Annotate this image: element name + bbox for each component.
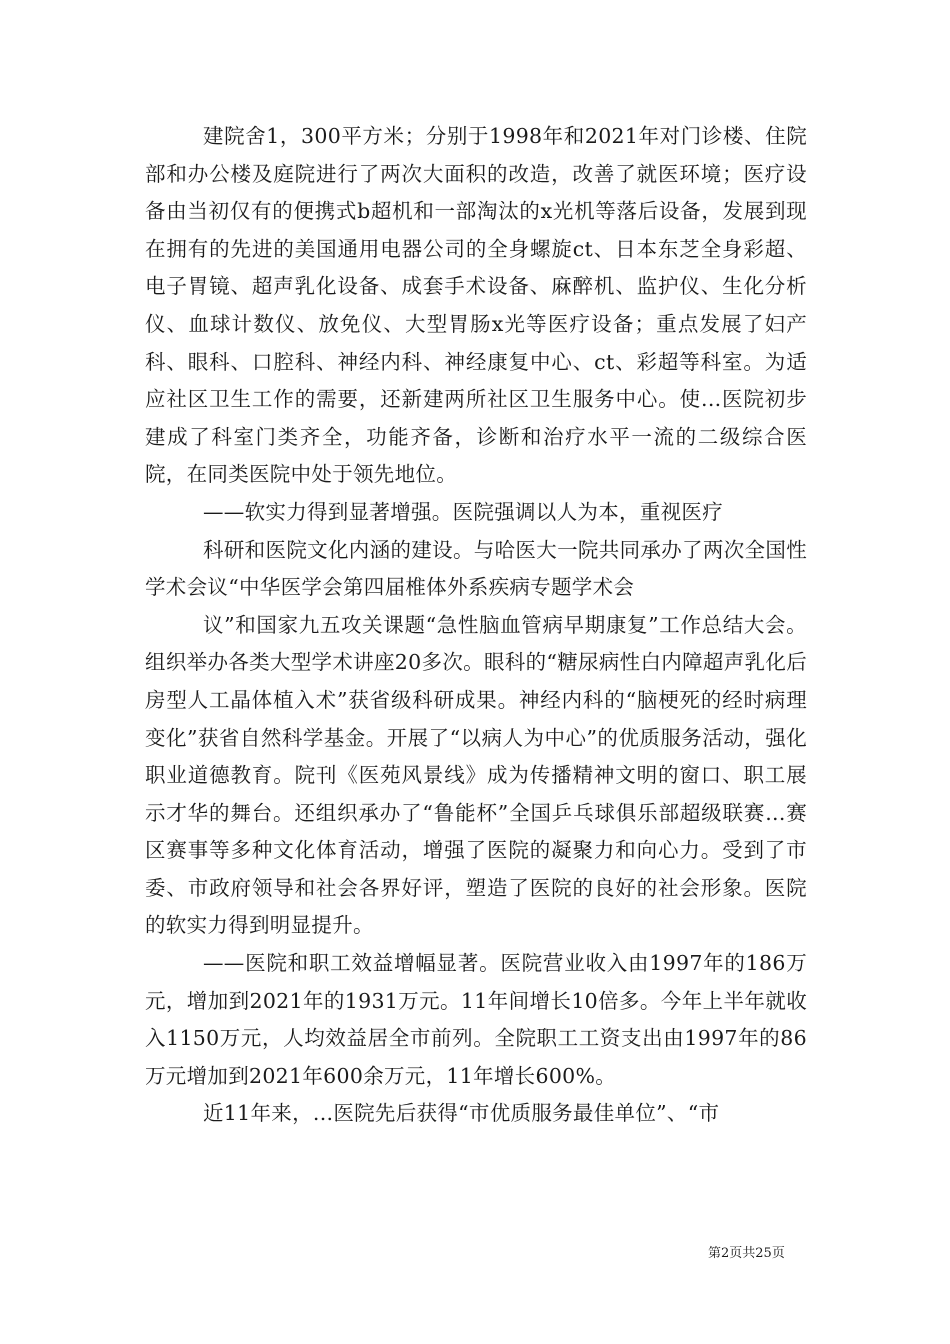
page-footer	[708, 1246, 785, 1262]
paragraph-revenue-growth: ——医院和职工效益增幅显著。医院营业收入由1997年的186万元，增加到2021年的1931万元。11年间增长10倍多。今年上半年就收入1150万元，人均效益居全市前列。全院职工工资支出由1997年的86万元增加到2021年600余万元，11年增长600%。	[145, 951, 807, 1088]
paragraph-research-conferences: 科研和医院文化内涵的建设。与哈医大一院共同承办了两次全国性学术会议“中华医学会第四届椎体外系疾病专题学术会	[145, 537, 807, 600]
document-body	[145, 118, 807, 1133]
page-number-label: 第2页共25页	[708, 1246, 785, 1261]
paragraph-soft-power-heading: ——软实力得到显著增强。医院强调以人为本，重视医疗	[203, 499, 723, 524]
paragraph-culture-activities: 议”和国家九五攻关课题“急性脑血管病早期康复”工作总结大会。组织举办各类大型学术讲座20多次。眼科的“糖尿病性白内障超声乳化后房型人工晶体植入术”获省级科研成果。神经内科的“脑梗死的经时病理变化”获省自然科学基金。开展了“以病人为中心”的优质服务活动，强化职业道德教育。院刊《医苑风景线》成为传播精神文明的窗口、职工展示才华的舞台。还组织承办了“鲁能杯”全国乒乓球俱乐部超级联赛...赛区赛事等多种文化体育活动，增强了医院的凝聚力和向心力。受到了市委、市政府领导和社会各界好评，塑造了医院的良好的社会形象。医院的软实力得到明显提升。	[145, 612, 807, 938]
paragraph-honors: 近11年来，...医院先后获得“市优质服务最佳单位”、“市	[203, 1101, 720, 1126]
paragraph-facilities: 建院舍1，300平方米；分别于1998年和2021年对门诊楼、住院部和办公楼及庭院进行了两次大面积的改造，改善了就医环境；医疗设备由当初仅有的便携式b超机和一部淘汰的x光机等落后设备，发展到现在拥有的先进的美国通用电器公司的全身螺旋ct、日本东芝全身彩超、电子胃镜、超声乳化设备、成套手术设备、麻醉机、监护仪、生化分析仪、血球计数仪、放免仪、大型胃肠x光等医疗设备；重点发展了妇产科、眼科、口腔科、神经内科、神经康复中心、ct、彩超等科室。为适应社区卫生工作的需要，还新建两所社区卫生服务中心。使...医院初步建成了科室门类齐全，功能齐备，诊断和治疗水平一流的二级综合医院，在同类医院中处于领先地位。	[145, 124, 807, 487]
